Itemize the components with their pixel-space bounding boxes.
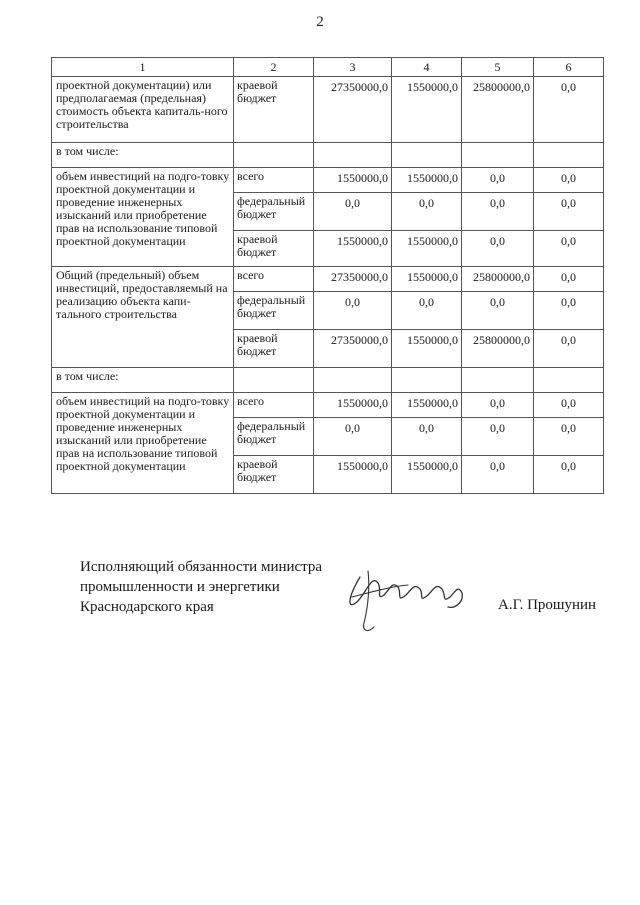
header-cell-2: 2 xyxy=(234,58,314,77)
table-row xyxy=(52,368,604,393)
value-cell: 1550000,0 xyxy=(392,77,462,143)
signer-name: А.Г. Прошунин xyxy=(498,597,597,613)
row-label: объем инвестиций на подго-товку проектной документации и проведение инженерных изысканий или приобретение прав на использование типовой проектной документации xyxy=(52,393,234,494)
value-cell: 0,0 xyxy=(534,267,604,292)
value-cell: 0,0 xyxy=(534,168,604,193)
value-cell: 0,0 xyxy=(314,193,392,231)
value-cell: 0,0 xyxy=(534,77,604,143)
header-cell-5: 5 xyxy=(462,58,534,77)
value-cell: 0,0 xyxy=(392,418,462,456)
header-cell-4: 4 xyxy=(392,58,462,77)
value-cell: 0,0 xyxy=(462,393,534,418)
table-header-row xyxy=(52,58,604,77)
value-cell: 0,0 xyxy=(462,231,534,267)
value-cell: 0,0 xyxy=(534,193,604,231)
value-cell: 1550000,0 xyxy=(392,456,462,494)
budget-label: краевой бюджет xyxy=(234,77,314,143)
value-cell: 0,0 xyxy=(462,456,534,494)
value-cell: 1550000,0 xyxy=(392,231,462,267)
header-cell-3: 3 xyxy=(314,58,392,77)
budget-label: всего xyxy=(234,393,314,418)
table-row xyxy=(52,393,604,418)
page-number: 2 xyxy=(316,14,324,30)
signer-position-line3: Краснодарского края xyxy=(80,599,214,615)
signer-position-line2: промышленности и энергетики xyxy=(80,579,280,595)
value-cell: 1550000,0 xyxy=(314,231,392,267)
value-cell: 0,0 xyxy=(392,292,462,330)
value-cell: 27350000,0 xyxy=(314,330,392,368)
value-cell: 0,0 xyxy=(534,330,604,368)
budget-label: федеральный бюджет xyxy=(234,193,314,231)
value-cell: 0,0 xyxy=(534,231,604,267)
value-cell: 0,0 xyxy=(314,292,392,330)
table-row xyxy=(52,267,604,292)
budget-label: федеральный бюджет xyxy=(234,292,314,330)
value-cell: 1550000,0 xyxy=(314,393,392,418)
row-label: в том числе: xyxy=(52,143,234,168)
signer-position xyxy=(80,557,322,617)
investment-table xyxy=(51,57,604,494)
value-cell: 0,0 xyxy=(314,418,392,456)
value-cell: 0,0 xyxy=(462,193,534,231)
value-cell: 1550000,0 xyxy=(392,393,462,418)
value-cell: 0,0 xyxy=(462,168,534,193)
value-cell: 1550000,0 xyxy=(314,168,392,193)
value-cell: 27350000,0 xyxy=(314,267,392,292)
table-row xyxy=(52,143,604,168)
row-label: в том числе: xyxy=(52,368,234,393)
row-label: проектной документации) или предполагаемая (предельная) стоимость объекта капиталь-ного строительства xyxy=(52,77,234,143)
value-cell: 0,0 xyxy=(534,393,604,418)
budget-label: всего xyxy=(234,168,314,193)
row-label: Общий (предельный) объем инвестиций, предоставляемый на реализацию объекта капи-тального строительства xyxy=(52,267,234,368)
value-cell: 0,0 xyxy=(392,193,462,231)
table-row xyxy=(52,77,604,143)
budget-label: краевой бюджет xyxy=(234,456,314,494)
value-cell: 1550000,0 xyxy=(392,267,462,292)
value-cell: 25800000,0 xyxy=(462,77,534,143)
budget-label: краевой бюджет xyxy=(234,330,314,368)
row-label: объем инвестиций на подго-товку проектной документации и проведение инженерных изысканий или приобретение прав на использование типовой проектной документации xyxy=(52,168,234,267)
value-cell: 25800000,0 xyxy=(462,267,534,292)
value-cell: 27350000,0 xyxy=(314,77,392,143)
budget-label: всего xyxy=(234,267,314,292)
header-cell-1: 1 xyxy=(52,58,234,77)
value-cell: 1550000,0 xyxy=(392,330,462,368)
value-cell: 0,0 xyxy=(462,418,534,456)
value-cell: 1550000,0 xyxy=(392,168,462,193)
table-row xyxy=(52,168,604,193)
header-cell-6: 6 xyxy=(534,58,604,77)
budget-label: федеральный бюджет xyxy=(234,418,314,456)
signer-position-line1: Исполняющий обязанности министра xyxy=(80,559,323,575)
value-cell: 1550000,0 xyxy=(314,456,392,494)
value-cell: 0,0 xyxy=(534,292,604,330)
budget-label: краевой бюджет xyxy=(234,231,314,267)
handwritten-signature xyxy=(338,557,478,637)
value-cell: 25800000,0 xyxy=(462,330,534,368)
value-cell: 0,0 xyxy=(462,292,534,330)
value-cell: 0,0 xyxy=(534,456,604,494)
value-cell: 0,0 xyxy=(534,418,604,456)
